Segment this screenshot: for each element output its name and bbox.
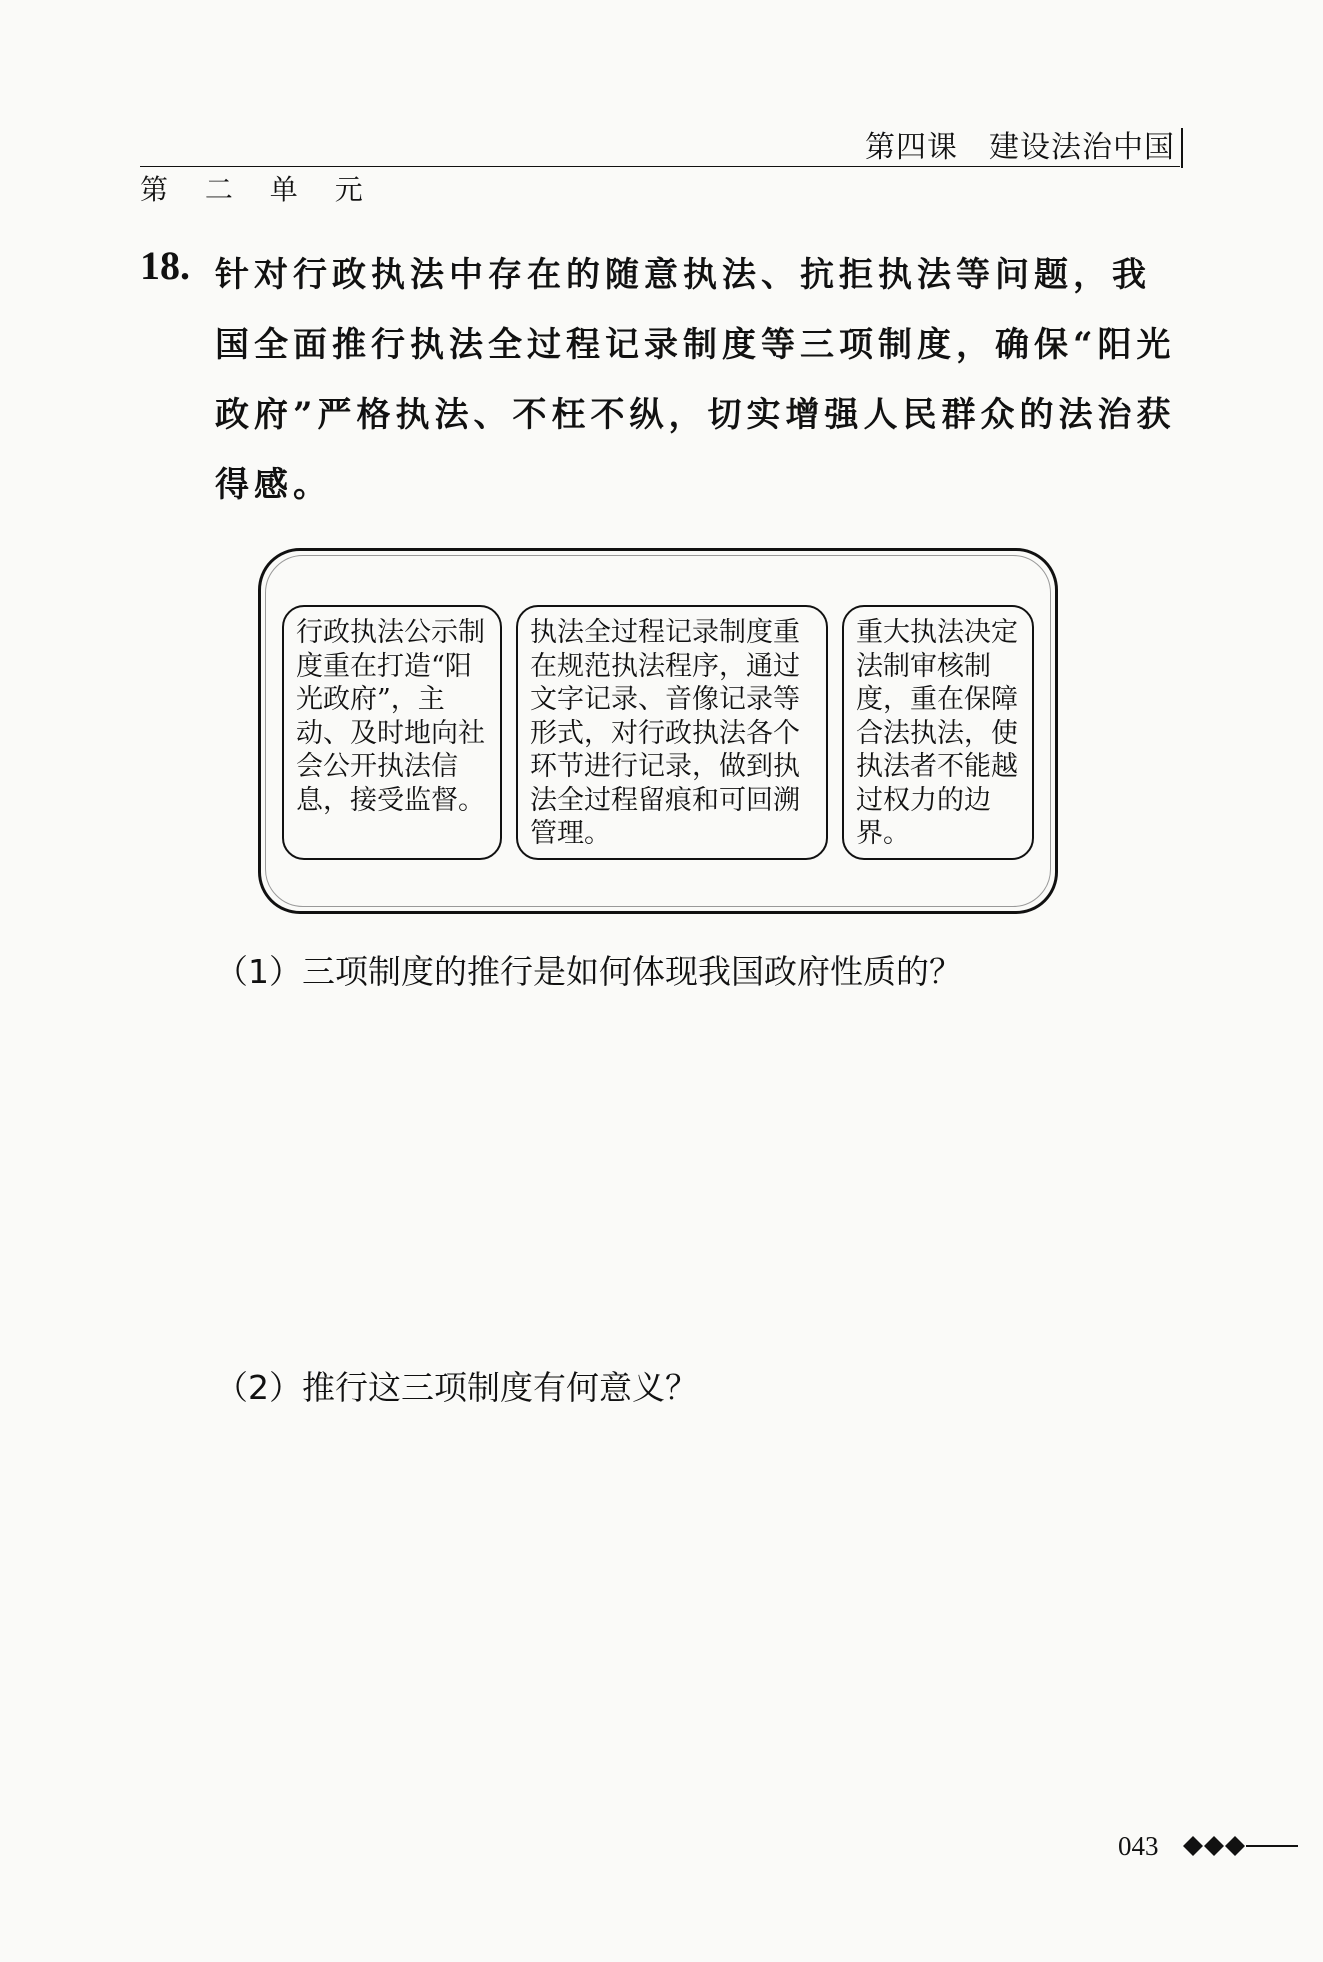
triple-diamond-icon <box>1180 1828 1300 1864</box>
question-stem: 针对行政执法中存在的随意执法、抗拒执法等问题，我国全面推行执法全过程记录制度等三项制度，确保“阳光政府”严格执法、不枉不纵，切实增强人民群众的法治获得感。 <box>215 255 1176 505</box>
header-divider <box>140 166 1180 167</box>
sub-question-2: （2）推行这三项制度有何意义？ <box>215 1368 698 1407</box>
card-full-process-recording: 执法全过程记录制度重在规范执法程序，通过文字记录、音像记录等形式，对行政执法各个环节进行记录，做到执法全过程留痕和可回溯管理。 <box>516 605 828 860</box>
lesson-title: 第四课 建设法治中国 <box>865 128 1183 168</box>
unit-title: 第 二 单 元 <box>140 173 377 206</box>
sub-question-1: （1）三项制度的推行是如何体现我国政府性质的？ <box>215 952 962 991</box>
card-legal-review: 重大执法决定法制审核制度，重在保障合法执法，使执法者不能越过权力的边界。 <box>842 605 1034 860</box>
page-number: 043 <box>1118 1831 1159 1861</box>
card-administrative-disclosure: 行政执法公示制度重在打造“阳光政府”，主动、及时地向社会公开执法信息，接受监督。 <box>282 605 502 860</box>
question-number: 18. <box>140 243 190 288</box>
